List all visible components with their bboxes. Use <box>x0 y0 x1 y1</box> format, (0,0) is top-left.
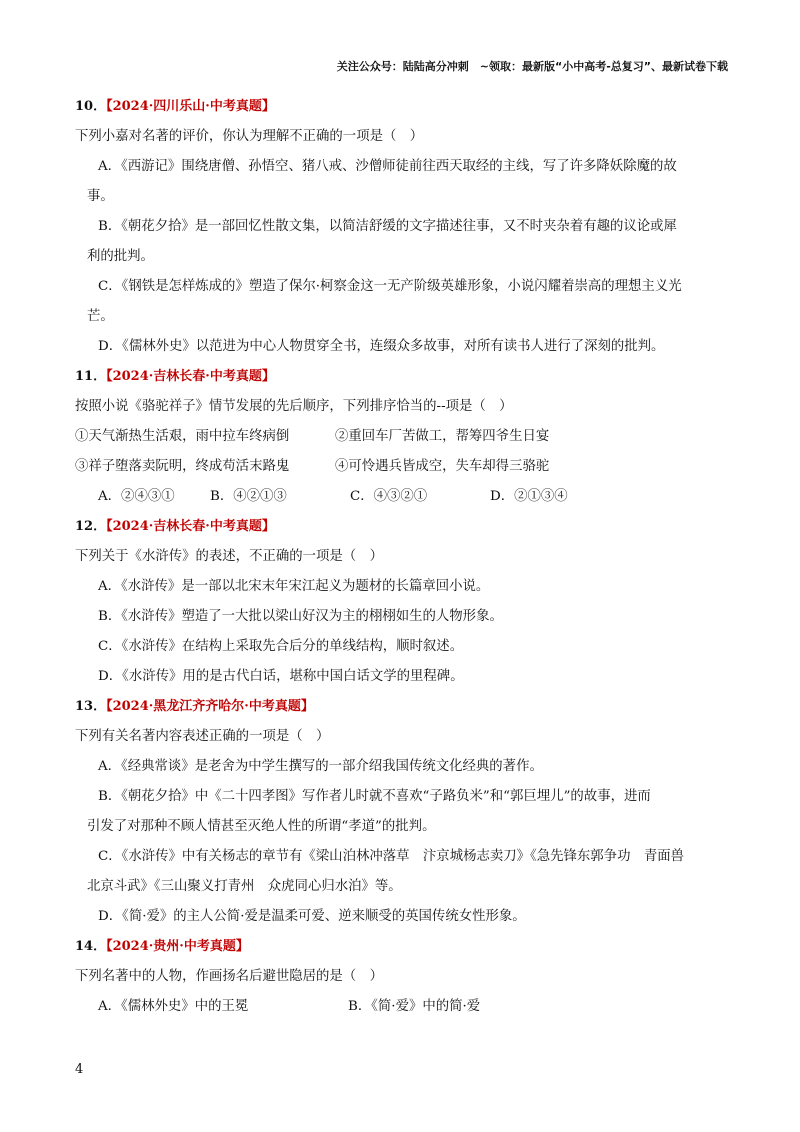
choice-c: C．④③②① <box>350 489 428 504</box>
question-13-stem: 下列有关名著内容表述正确的一项是（ ） <box>75 729 330 744</box>
plot-item-1: ①天气渐热生活艰，雨中拉车终病倒 <box>75 429 290 444</box>
plot-items-row-2 <box>75 452 735 482</box>
answer-choices <box>75 482 735 512</box>
question-10-stem: 下列小嘉对名著的评价，你认为理解不正确的一项是（ ） <box>75 129 424 144</box>
option-c: C．《水浒传》中有关杨志的章节有《梁山泊林冲落草 汴京城杨志卖刀》《急先锋东郭争功 青面兽 <box>98 849 685 864</box>
question-source-tag: 【2024·贵州·中考真题】 <box>106 939 249 954</box>
plot-item-3: ③祥子堕落卖阮明，终成苟活末路鬼 <box>75 459 290 474</box>
option-c-continued: 芒。 <box>87 309 114 324</box>
choice-a: A．②④③① <box>98 489 175 504</box>
question-number: 10． <box>75 99 107 114</box>
choice-d: D．②①③④ <box>490 489 568 504</box>
choice-b: B．《简·爱》中的简·爱 <box>348 999 481 1014</box>
question-12-heading <box>75 512 735 542</box>
plot-items-row-1 <box>75 422 735 452</box>
question-number: 13． <box>75 699 107 714</box>
option-c: C．《水浒传》在结构上采取先合后分的单线结构，顺时叙述。 <box>98 639 464 654</box>
question-source-tag: 【2024·吉林长春·中考真题】 <box>106 369 275 384</box>
option-a: A．《水浒传》是一部以北宋末年宋江起义为题材的长篇章回小说。 <box>98 579 490 594</box>
choice-b: B．④②①③ <box>210 489 287 504</box>
plot-item-2: ②重回车厂苦做工，帮筹四爷生日宴 <box>335 429 550 444</box>
option-b: B．《水浒传》塑造了一大批以梁山好汉为主的栩栩如生的人物形象。 <box>98 609 503 624</box>
option-b: B．《朝花夕拾》中《二十四孝图》写作者儿时就不喜欢“子路负米”和“郭巨埋儿”的故事，进而 <box>98 789 651 804</box>
answer-choices <box>75 992 735 1022</box>
option-d: D．《水浒传》用的是古代白话，堪称中国白话文学的里程碑。 <box>98 669 464 684</box>
question-number: 11． <box>75 369 107 384</box>
option-a: A．《经典常谈》是老舍为中学生撰写的一部介绍我国传统文化经典的著作。 <box>98 759 543 774</box>
option-b-continued: 引发了对那种不顾人情甚至灭绝人性的所谓“孝道”的批判。 <box>87 819 436 834</box>
question-14-stem: 下列名著中的人物，作画扬名后避世隐居的是（ ） <box>75 969 383 984</box>
question-10-heading <box>75 92 735 122</box>
option-c: C．《钢铁是怎样炼成的》塑造了保尔·柯察金这一无产阶级英雄形象，小说闪耀着崇高的理想主义光 <box>98 279 682 294</box>
option-b: B．《朝花夕拾》是一部回忆性散文集，以简洁舒缓的文字描述往事，又不时夹杂着有趣的议论或犀 <box>98 219 677 234</box>
choice-a: A．《儒林外史》中的王冕 <box>98 999 249 1014</box>
option-a: A．《西游记》围绕唐僧、孙悟空、猪八戒、沙僧师徒前往西天取经的主线，写了许多降妖除魔的故 <box>98 159 677 174</box>
question-number: 14． <box>75 939 107 954</box>
plot-item-4: ④可怜遇兵皆成空，失车却得三骆驼 <box>335 459 550 474</box>
question-11-heading <box>75 362 735 392</box>
option-d: D．《简·爱》的主人公简·爱是温柔可爱、逆来顺受的英国传统女性形象。 <box>98 909 526 924</box>
option-b-continued: 利的批判。 <box>87 249 154 264</box>
question-source-tag: 【2024·黑龙江齐齐哈尔·中考真题】 <box>106 699 314 714</box>
option-d: D．《儒林外史》以范进为中心人物贯穿全书，连缀众多故事，对所有读书人进行了深刻的批判。 <box>98 339 665 354</box>
question-12-stem: 下列关于《水浒传》的表述，不正确的一项是（ ） <box>75 549 383 564</box>
question-number: 12． <box>75 519 107 534</box>
document-body <box>75 92 735 1022</box>
question-13-heading <box>75 692 735 722</box>
question-14-heading <box>75 932 735 962</box>
question-source-tag: 【2024·吉林长春·中考真题】 <box>106 519 275 534</box>
page-number: 4 <box>75 1062 84 1077</box>
option-c-continued: 北京斗武》《三山聚义打青州 众虎同心归水泊》等。 <box>87 879 402 894</box>
question-11-stem: 按照小说《骆驼祥子》情节发展的先后顺序，下列排序恰当的--项是（ ） <box>75 399 513 414</box>
page-header: 关注公众号：陆陆高分冲刺 ~领取：最新版“小中高考-总复习”、最新试卷下载 <box>336 60 728 73</box>
question-source-tag: 【2024·四川乐山·中考真题】 <box>106 99 275 114</box>
option-a-continued: 事。 <box>87 189 114 204</box>
